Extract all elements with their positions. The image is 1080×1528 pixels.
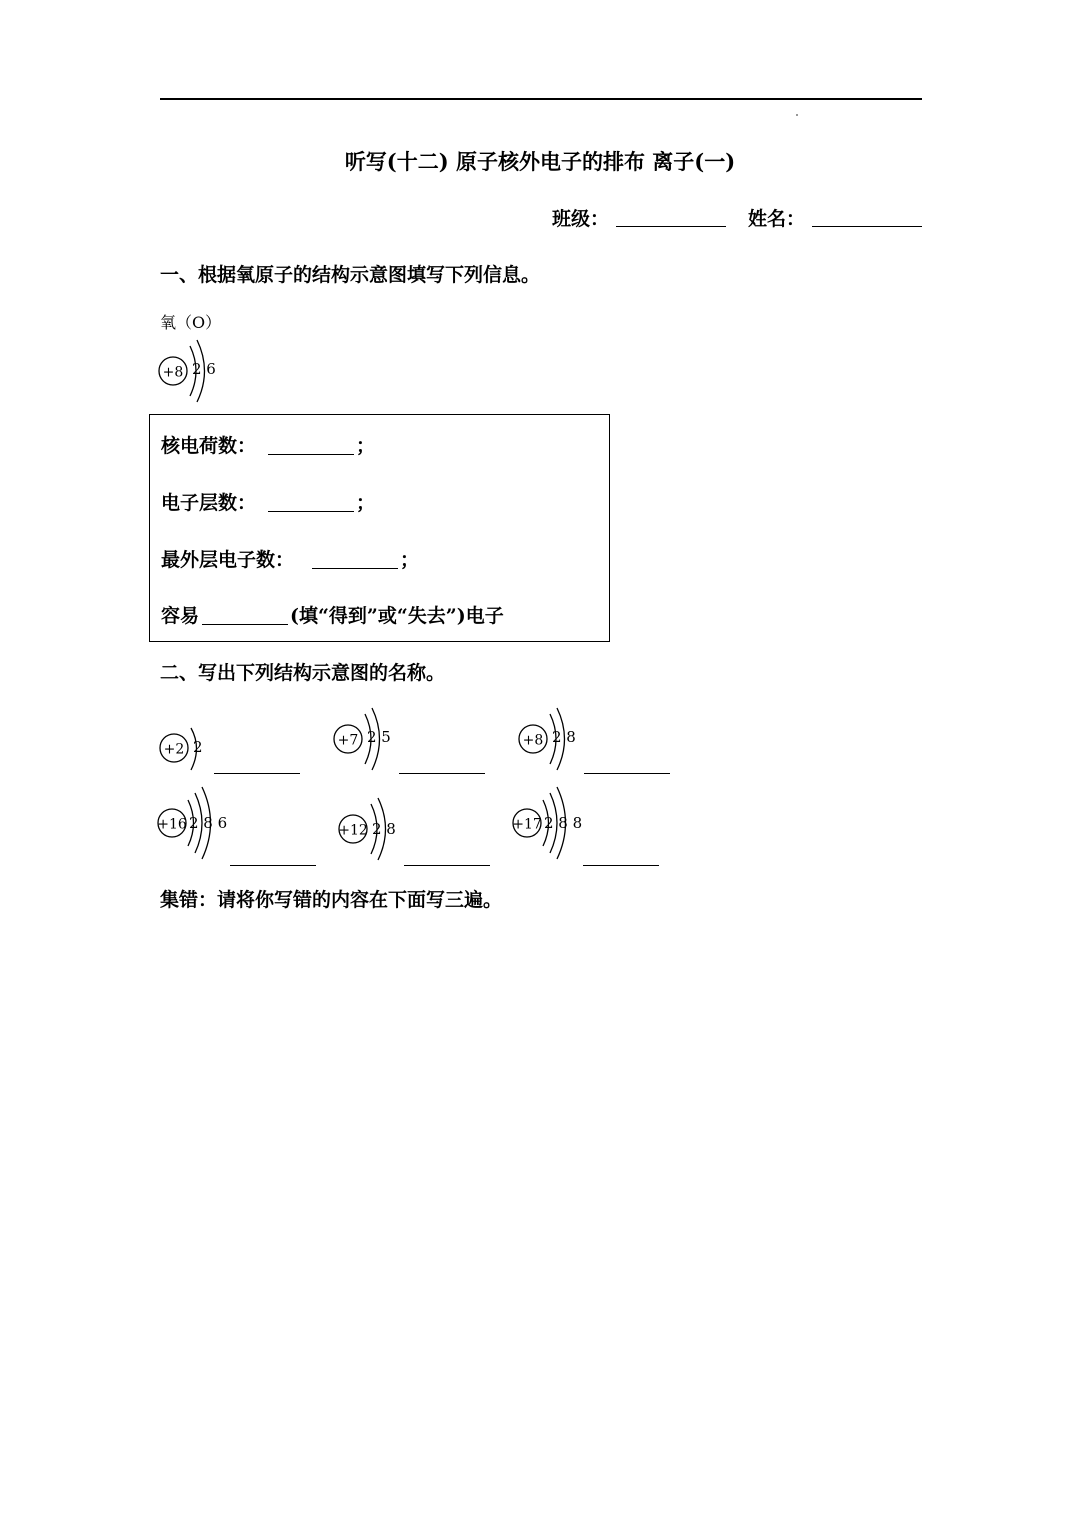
class-label: 班级： [552, 208, 610, 230]
answer-blank-4[interactable] [230, 865, 316, 866]
nucleus-charge: +2 [163, 741, 185, 758]
nuclear-charge-label: 核电荷数： [161, 435, 257, 457]
name-input-line[interactable] [812, 226, 922, 227]
nucleus-charge: +7 [337, 732, 359, 749]
nucleus-charge: +16 [157, 816, 187, 833]
shell-count-blank[interactable] [268, 511, 354, 512]
atom-diagram-n [330, 706, 402, 774]
shell-electrons: 2 5 [367, 728, 391, 746]
atom-diagram-mg [336, 796, 408, 864]
shell-electrons: 2 8 6 [189, 814, 228, 832]
atom-diagram-ne [515, 706, 587, 774]
shell-electrons: 2 6 [192, 360, 216, 378]
class-input-line[interactable] [616, 226, 726, 227]
section2-heading: 二、写出下列结构示意图的名称。 [160, 662, 446, 684]
shell-electrons: 2 8 8 [544, 814, 583, 832]
tendency-blank[interactable] [202, 624, 288, 625]
atom-diagram-s [155, 786, 235, 864]
shell-electrons: 2 8 [552, 728, 576, 746]
page-title: 听写(十二) 原子核外电子的排布 离子(一) [344, 149, 736, 174]
outer-electrons-blank[interactable] [312, 568, 398, 569]
nucleus-charge: +8 [162, 364, 184, 381]
oxygen-label: 氧（O） [160, 313, 222, 332]
outer-electrons-label: 最外层电子数： [161, 549, 295, 571]
semicolon-2: ； [356, 492, 376, 514]
nucleus-charge: +17 [512, 816, 542, 833]
stray-dot [796, 114, 798, 116]
answer-blank-3[interactable] [584, 773, 670, 774]
answer-blank-2[interactable] [399, 773, 485, 774]
semicolon-3: ； [400, 549, 420, 571]
nucleus-charge: +8 [522, 732, 544, 749]
atom-diagram-he [156, 724, 216, 774]
answer-blank-6[interactable] [583, 865, 659, 866]
shell-electrons: 2 [193, 738, 203, 756]
answer-blank-5[interactable] [404, 865, 490, 866]
section1-heading: 一、根据氧原子的结构示意图填写下列信息。 [160, 264, 541, 286]
semicolon-1: ； [356, 435, 376, 457]
nuclear-charge-blank[interactable] [268, 454, 354, 455]
tendency-prefix: 容易 [161, 605, 200, 627]
atom-diagram-cl [510, 786, 590, 864]
shell-count-label: 电子层数： [161, 492, 257, 514]
answer-blank-1[interactable] [214, 773, 300, 774]
top-rule [160, 98, 922, 100]
name-label: 姓名： [748, 208, 806, 230]
nucleus-charge: +12 [338, 822, 368, 839]
errors-note: 集错：请将你写错的内容在下面写三遍。 [160, 889, 503, 911]
oxygen-atom-diagram [156, 338, 226, 406]
shell-electrons: 2 8 [372, 820, 396, 838]
tendency-suffix: (填“得到”或“失去”)电子 [290, 605, 504, 627]
